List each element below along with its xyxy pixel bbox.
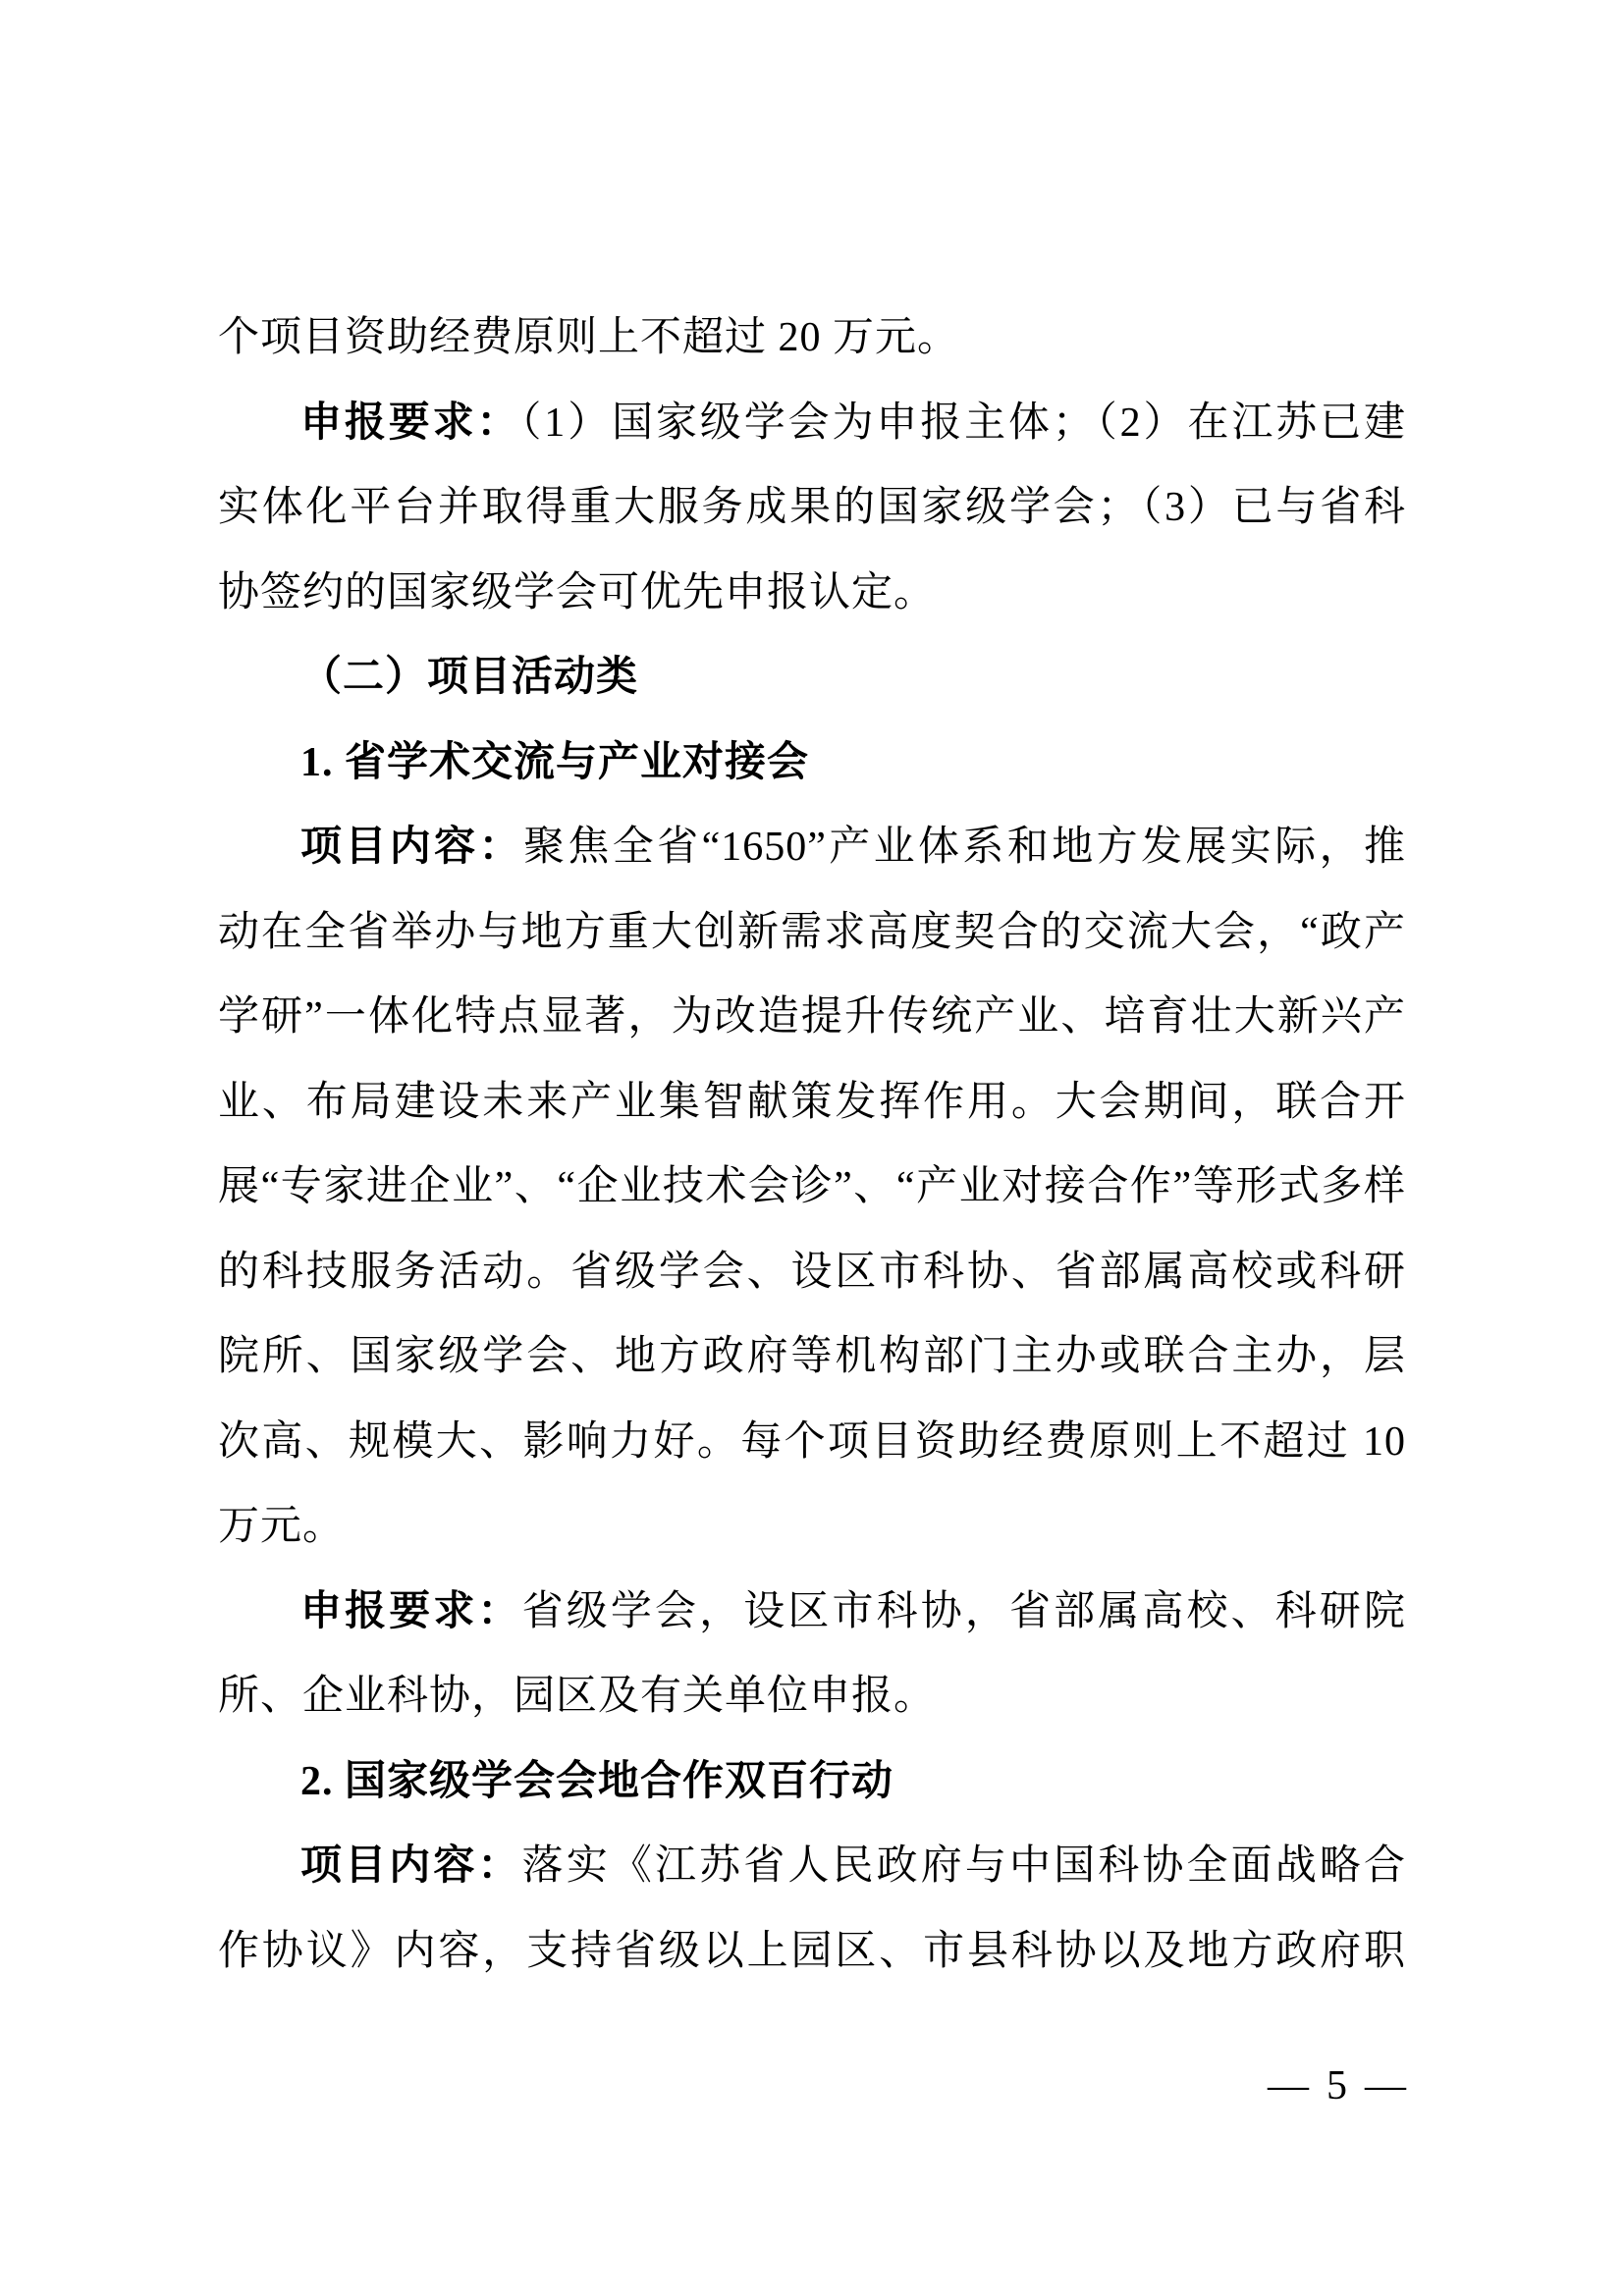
paragraph-line: 学研”一体化特点显著，为改造提升传统产业、培育壮大新兴产: [218, 994, 1406, 1040]
numbered-heading: 1. 省学术交流与产业对接会: [300, 739, 810, 785]
paragraph-line: 实体化平台并取得重大服务成果的国家级学会；（3）已与省科: [218, 485, 1406, 530]
footer-dash-right: —: [1365, 2063, 1406, 2109]
field-label: 项目内容：: [300, 1843, 522, 1889]
paragraph-line: 个项目资助经费原则上不超过 20 万元。: [218, 315, 960, 360]
paragraph-line: 万元。: [218, 1504, 346, 1549]
document-body: [218, 295, 1406, 1994]
paragraph-line: 展“专家进企业”、“企业技术会诊”、“产业对接合作”等形式多样: [218, 1164, 1406, 1209]
paragraph-line: 作协议》内容，支持省级以上园区、市县科协以及地方政府职: [218, 1928, 1406, 1974]
line-text: 聚焦全省“1650”产业体系和地方发展实际，推: [522, 825, 1406, 870]
paragraph-line: 的科技服务活动。省级学会、设区市科协、省部属高校或科研: [218, 1249, 1406, 1295]
paragraph-line: [218, 1570, 1406, 1655]
field-label: 申报要求：: [300, 1588, 522, 1634]
paragraph-line: [218, 805, 1406, 890]
page-number: 5: [1326, 2063, 1347, 2109]
line-text: 落实《江苏省人民政府与中国科协全面战略合: [521, 1843, 1406, 1889]
paragraph-line: 院所、国家级学会、地方政府等机构部门主办或联合主办，层: [218, 1334, 1406, 1379]
line-text: 省级学会，设区市科协，省部属高校、科研院: [521, 1588, 1406, 1634]
footer-dash-left: —: [1268, 2063, 1309, 2109]
field-label: 申报要求：: [300, 400, 521, 446]
paragraph-line: 业、布局建设未来产业集智献策发挥作用。大会期间，联合开: [218, 1079, 1406, 1125]
paragraph-line: [218, 381, 1406, 466]
section-heading: （二）项目活动类: [300, 655, 639, 700]
paragraph-line: [218, 1824, 1406, 1909]
numbered-heading: 2. 国家级学会会地合作双百行动: [300, 1758, 894, 1804]
paragraph-line: 动在全省举办与地方重大创新需求高度契合的交流大会，“政产: [218, 909, 1406, 955]
paragraph-line: 次高、规模大、影响力好。每个项目资助经费原则上不超过 10: [218, 1418, 1406, 1465]
paragraph-line: 协签约的国家级学会可优先申报认定。: [218, 569, 937, 615]
paragraph-line: 所、企业科协，园区及有关单位申报。: [218, 1674, 937, 1719]
page-footer: [218, 2056, 1406, 2115]
line-text: （1）国家级学会为申报主体；（2）在江苏已建: [520, 400, 1406, 446]
field-label: 项目内容：: [300, 825, 523, 870]
